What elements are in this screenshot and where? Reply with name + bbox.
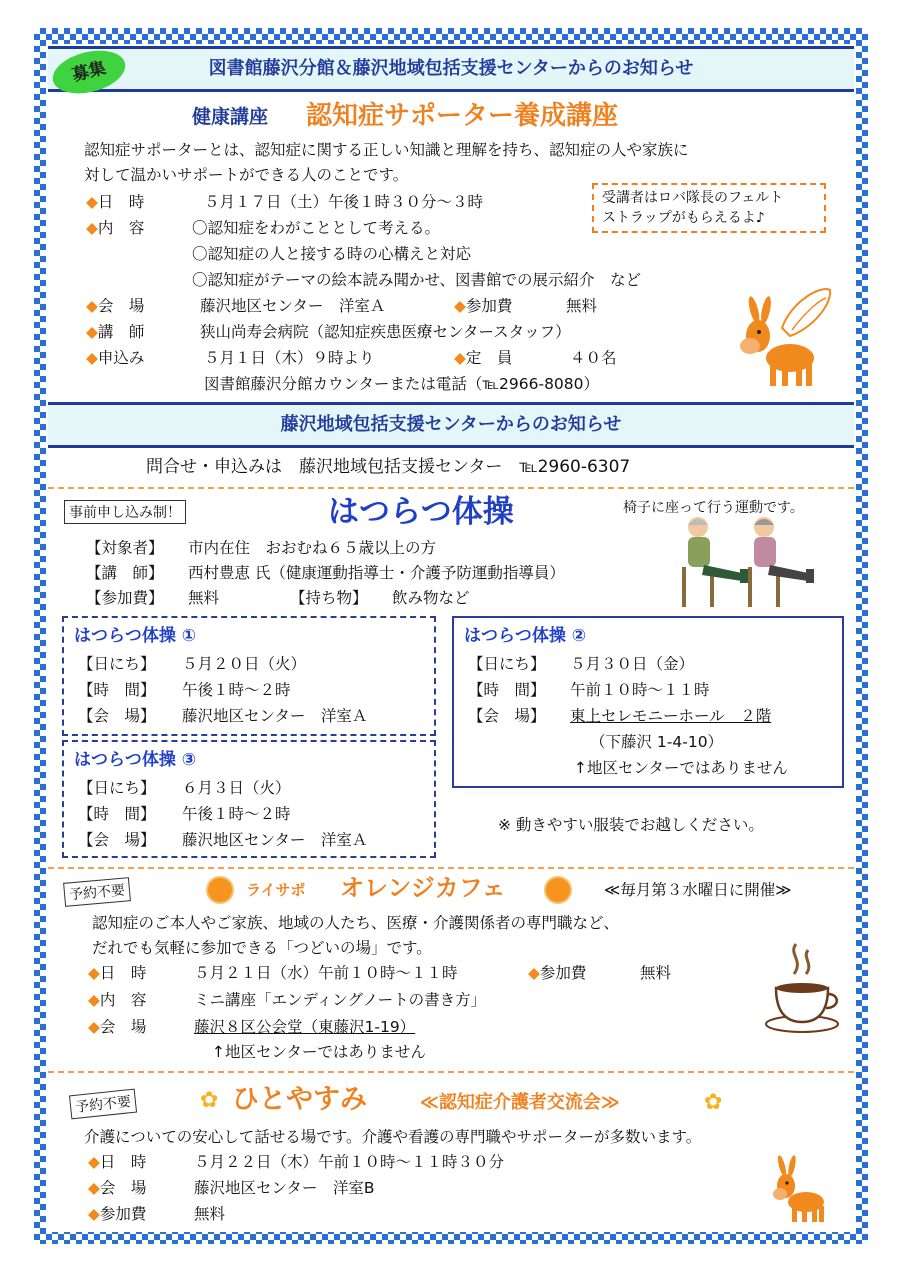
dementia-content-3: 〇認知症がテーマの絵本読み聞かせ、図書館での展示紹介 など [192, 271, 642, 289]
small-donkey-icon [768, 1152, 830, 1224]
rest-date-label: 日 時 [99, 1153, 147, 1171]
session-3-day: ６月３日（火） [182, 779, 291, 797]
dementia-pre-title: 健康講座 [192, 106, 269, 128]
session-3-venue: 藤沢地区センター 洋室Ａ [182, 831, 368, 849]
dementia-content-label: 内 容 [97, 219, 145, 237]
diamond-icon: ◆ [86, 193, 98, 211]
diamond-icon: ◆ [86, 219, 98, 237]
gift-note [592, 183, 826, 233]
session-2-title: はつらつ体操 ② [464, 626, 587, 646]
dementia-intro-2: 対して温かいサポートができる人のことです。 [84, 166, 409, 184]
session-1-venue-label: 【会 場】 [78, 707, 156, 725]
cafe-content-value: ミニ講座「エンディングノートの書き方」 [194, 991, 487, 1009]
orange-slice-icon [544, 876, 572, 904]
divider [48, 867, 854, 869]
cafe-venue-label: 会 場 [99, 1018, 147, 1036]
dementia-apply-where: 図書館藤沢分館カウンターまたは電話（℡2966-8080） [204, 375, 600, 393]
rest-title: ひとやすみ [232, 1084, 367, 1115]
rest-fee-label: 参加費 [99, 1205, 147, 1223]
dementia-content-1: 〇認知症をわがこととして考える。 [192, 219, 441, 237]
cafe-date-value: ５月２１日（水）午前１０時～１１時 [194, 964, 458, 982]
diamond-icon: ◆ [86, 297, 98, 315]
diamond-icon: ◆ [454, 349, 466, 367]
session-1-time-label: 【時 間】 [78, 681, 156, 699]
session-3-day-label: 【日にち】 [78, 779, 156, 797]
orange-slice-icon [206, 876, 234, 904]
session-3-venue-label: 【会 場】 [78, 831, 156, 849]
session-2-note: ↑地区センターではありません [574, 759, 788, 777]
header-band-1: 図書館藤沢分館＆藤沢地域包括支援センターからのお知らせ [48, 46, 854, 92]
rest-intro: 介護についての安心して話せる場です。介護や看護の専門職やサポーターが多数います。 [84, 1128, 702, 1146]
exercise-title: はつらつ体操 [328, 494, 514, 530]
clothing-note: ※ 動きやすい服装でお越しください。 [498, 816, 764, 834]
recruit-badge: 募集 [48, 44, 129, 101]
dementia-content-2: 〇認知症の人と接する時の心構えと対応 [192, 245, 472, 263]
session-2-box [452, 616, 844, 788]
diamond-icon: ◆ [454, 297, 466, 315]
exercise-fee-value: 無料 [188, 589, 220, 607]
dementia-venue-value: 藤沢地区センター 洋室Ａ [200, 297, 386, 315]
diamond-icon: ◆ [88, 1153, 100, 1171]
dementia-fee-value: 無料 [566, 297, 598, 315]
session-1-day-label: 【日にち】 [78, 655, 156, 673]
cafe-pre-title: ライサポ [246, 881, 306, 899]
gift-note-line-2: ストラップがもらえるよ♪ [602, 210, 765, 226]
flower-icon: ✿ [704, 1090, 723, 1115]
gift-note-line-1: 受講者はロバ隊長のフェルト [602, 190, 784, 206]
rest-subtitle: ≪認知症介護者交流会≫ [420, 1092, 620, 1113]
coffee-cup-icon [764, 940, 844, 1036]
session-2-venue-label: 【会 場】 [468, 707, 546, 725]
dementia-date-value: ５月１７日（土）午後１時３０分～３時 [204, 193, 484, 211]
rest-venue-value: 藤沢地区センター 洋室B [194, 1179, 375, 1197]
cafe-intro-1: 認知症のご本人やご家族、地域の人たち、医療・介護関係者の専門職など、 [92, 914, 620, 932]
dementia-apply-value: ５月１日（木）９時より [204, 349, 375, 367]
rest-fee-value: 無料 [194, 1205, 226, 1223]
cafe-title: オレンジカフェ [340, 874, 506, 902]
cafe-venue-note: ↑地区センターではありません [212, 1043, 426, 1061]
session-1-time: 午後１時～２時 [182, 681, 291, 699]
session-1-title: はつらつ体操 ① [74, 626, 197, 646]
flower-icon: ✿ [200, 1088, 219, 1113]
dementia-title: 認知症サポーター養成講座 [306, 101, 619, 131]
dementia-lecturer-label: 講 師 [97, 323, 145, 341]
no-reservation-tag: 予約不要 [63, 877, 131, 907]
header-band-2: 藤沢地域包括支援センターからのお知らせ [48, 402, 854, 448]
session-2-day: ５月３０日（金） [570, 655, 695, 673]
exercise-bring-label: 【持ち物】 [290, 589, 368, 607]
exercise-fee-label: 【参加費】 [86, 589, 164, 607]
cafe-fee-label: 参加費 [539, 964, 587, 982]
session-3-title: はつらつ体操 ③ [74, 750, 197, 770]
session-2-address: （下藤沢 1-4-10） [590, 733, 724, 751]
dementia-lecturer-value: 狭山尚寿会病院（認知症疾患医療センタースタッフ） [200, 323, 571, 341]
session-1-day: ５月２０日（火） [182, 655, 307, 673]
cafe-date-label: 日 時 [99, 964, 147, 982]
diamond-icon: ◆ [88, 1018, 100, 1036]
session-3-time: 午後１時～２時 [182, 805, 291, 823]
rest-venue-label: 会 場 [99, 1179, 147, 1197]
session-3-box [62, 740, 436, 858]
no-reservation-tag: 予約不要 [69, 1089, 137, 1120]
session-2-venue: 東上セレモニーホール ２階 [570, 707, 772, 725]
diamond-icon: ◆ [88, 991, 100, 1009]
session-3-time-label: 【時 間】 [78, 805, 156, 823]
session-1-box [62, 616, 436, 736]
center-contact: 問合せ・申込みは 藤沢地域包括支援センター ℡2960-6307 [146, 457, 631, 477]
dementia-fee-label: 参加費 [465, 297, 513, 315]
dementia-capacity-label: 定 員 [465, 349, 513, 367]
exercise-target-label: 【対象者】 [86, 539, 164, 557]
diamond-icon: ◆ [528, 964, 540, 982]
dementia-date-label: 日 時 [97, 193, 145, 211]
dementia-capacity-value: ４０名 [570, 349, 617, 367]
diamond-icon: ◆ [88, 1205, 100, 1223]
cafe-intro-2: だれでも気軽に参加できる「つどいの場」です。 [92, 939, 432, 957]
cafe-content-label: 内 容 [99, 991, 147, 1009]
diamond-icon: ◆ [86, 349, 98, 367]
seniors-exercising-icon [680, 515, 820, 610]
session-2-day-label: 【日にち】 [468, 655, 546, 673]
dementia-intro-1: 認知症サポーターとは、認知症に関する正しい知識と理解を持ち、認知症の人や家族に [84, 141, 689, 159]
rest-date-value: ５月２２日（木）午前１０時～１１時３０分 [194, 1153, 505, 1171]
session-1-venue: 藤沢地区センター 洋室Ａ [182, 707, 368, 725]
exercise-target-value: 市内在住 おおむね６５歳以上の方 [188, 539, 437, 557]
divider [48, 1071, 854, 1073]
cafe-schedule: ≪毎月第３水曜日に開催≫ [604, 881, 792, 899]
exercise-lecturer-value: 西村豊恵 氏（健康運動指導士・介護予防運動指導員） [188, 564, 565, 582]
session-2-time: 午前１０時～１１時 [570, 681, 710, 699]
donkey-mascot-icon [732, 280, 836, 390]
exercise-chair-note: 椅子に座って行う運動です。 [623, 500, 804, 516]
cafe-fee-value: 無料 [640, 964, 672, 982]
session-2-time-label: 【時 間】 [468, 681, 546, 699]
diamond-icon: ◆ [88, 1179, 100, 1197]
exercise-bring-value: 飲み物など [392, 589, 470, 607]
exercise-lecturer-label: 【講 師】 [86, 564, 164, 582]
divider [48, 487, 854, 489]
advance-booking-tag: 事前申し込み制！ [64, 500, 186, 524]
cafe-venue-value: 藤沢８区公会堂（東藤沢1-19） [194, 1018, 416, 1036]
dementia-apply-label: 申込み [97, 349, 145, 367]
diamond-icon: ◆ [86, 323, 98, 341]
diamond-icon: ◆ [88, 964, 100, 982]
dementia-venue-label: 会 場 [97, 297, 145, 315]
